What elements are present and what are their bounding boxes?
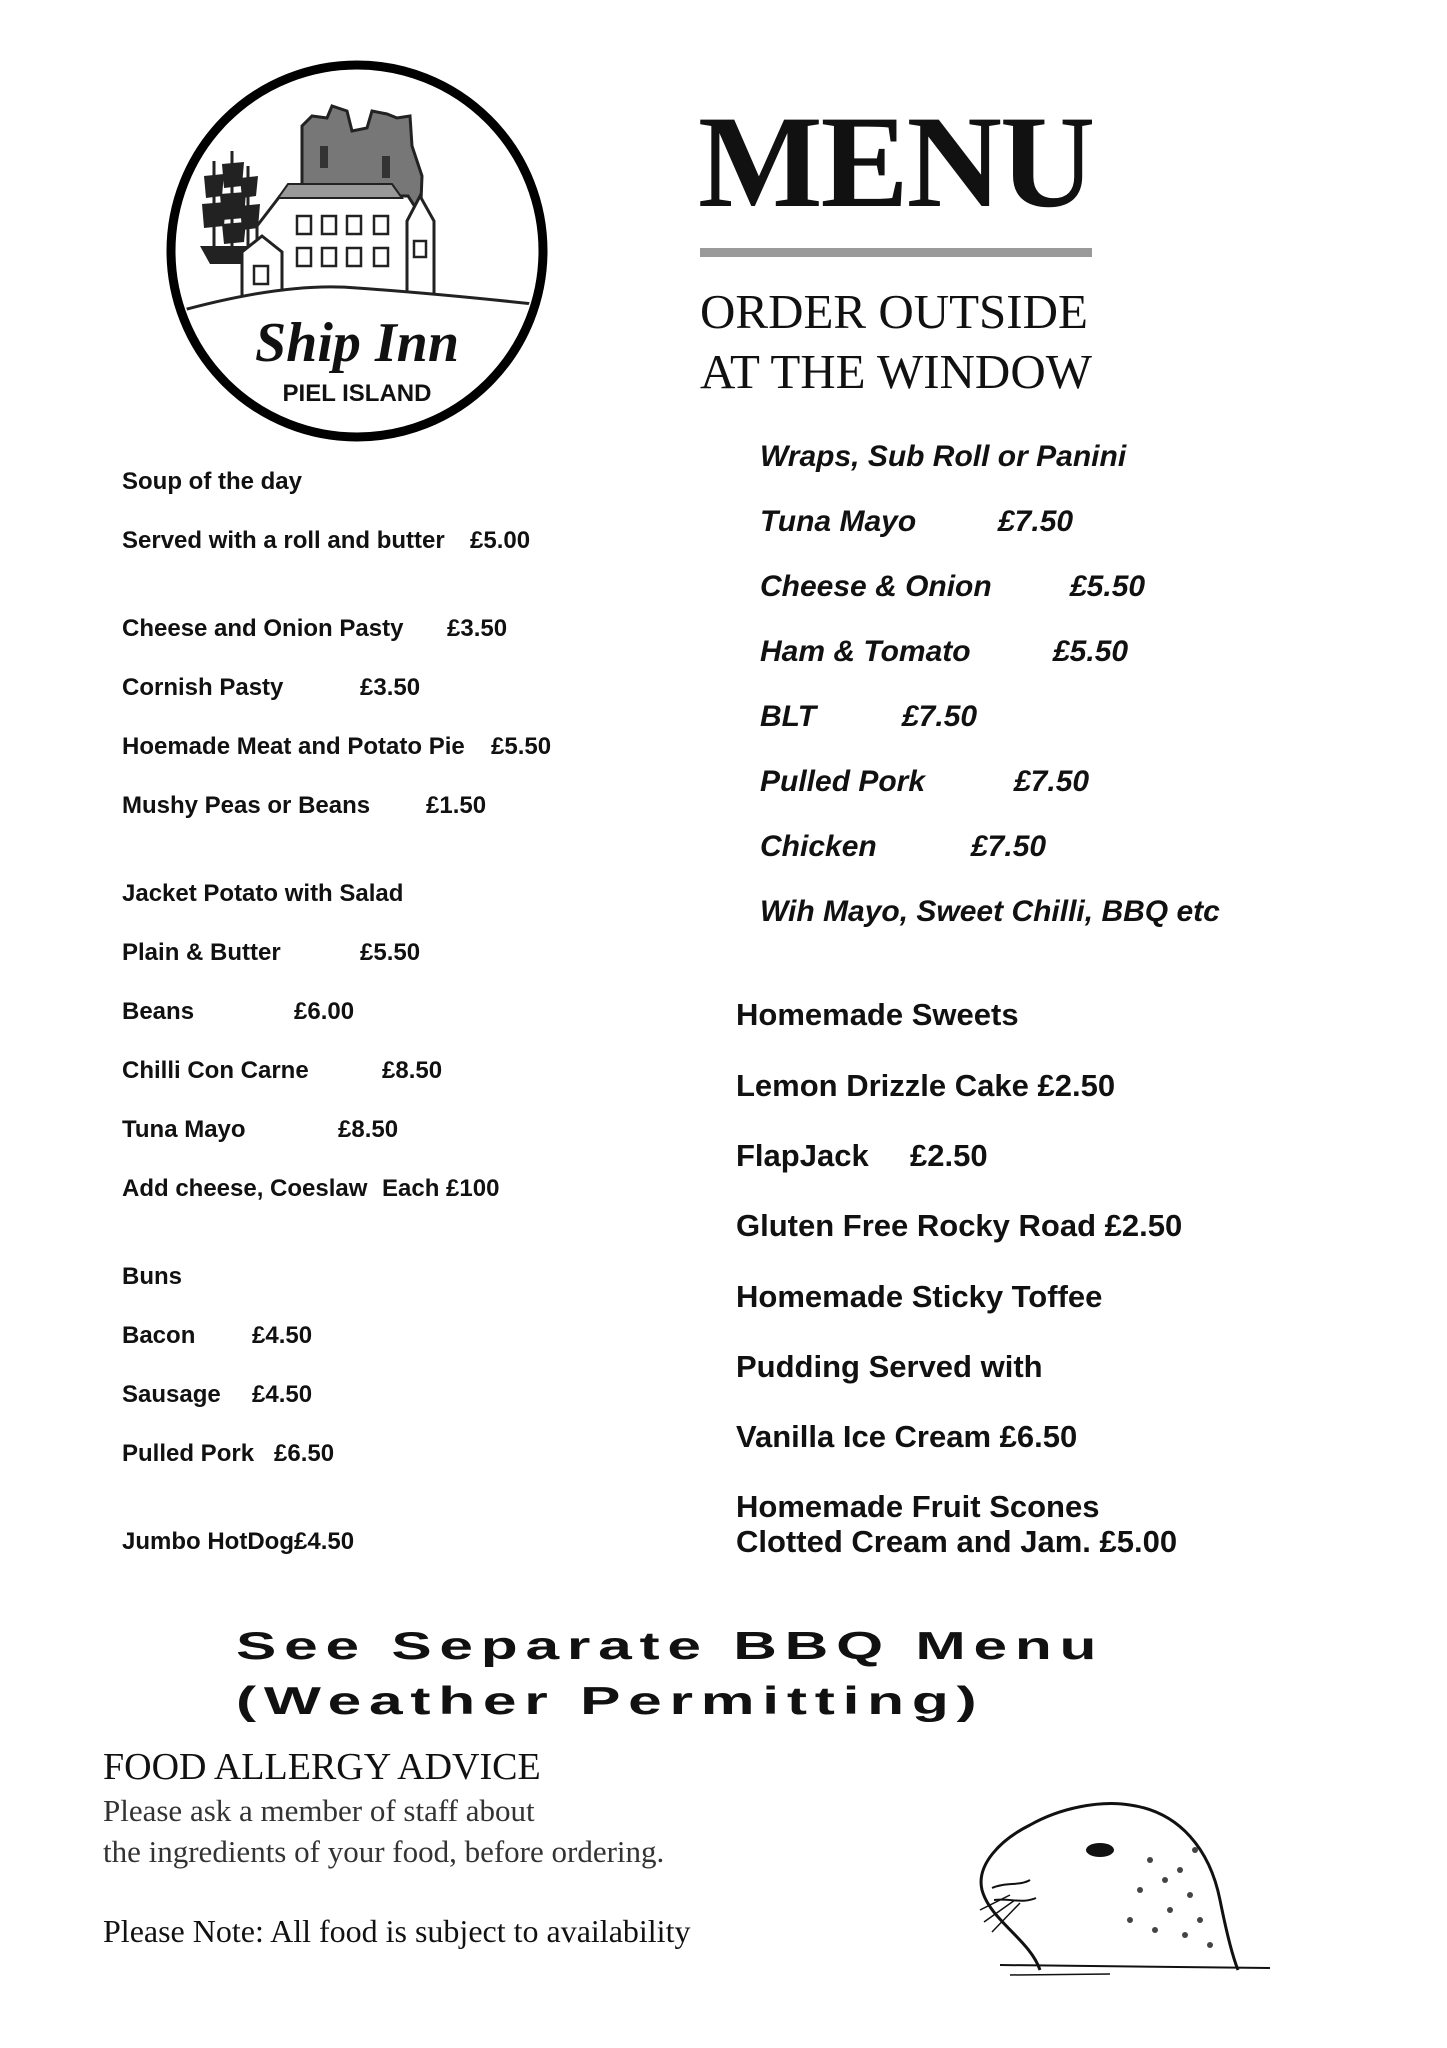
soup-heading: Soup of the day [122, 468, 302, 495]
item-price: £7.50 [902, 700, 978, 733]
seal-illustration-icon [970, 1770, 1280, 1980]
item-price: £4.50 [294, 1528, 355, 1555]
item-name: Cheese and Onion Pasty [122, 615, 404, 642]
sweets-heading: Homemade Sweets [736, 997, 1019, 1032]
item-name: Chilli Con Carne [122, 1057, 309, 1084]
menu-item-jumbo-hotdog [122, 1528, 355, 1555]
item-price: £6.00 [294, 998, 355, 1025]
sweet-item-scones-line1: Homemade Fruit Scones [736, 1489, 1100, 1524]
wraps-sauces-note: Wih Mayo, Sweet Chilli, BBQ etc [760, 895, 1220, 928]
ship-inn-logo-icon [162, 56, 552, 446]
jacket-heading: Jacket Potato with Salad [122, 880, 404, 907]
sweet-item-sticky-toffee-line1: Homemade Sticky Toffee [736, 1279, 1103, 1314]
menu-item-tuna-mayo [122, 1116, 399, 1143]
logo-subtitle: PIEL ISLAND [282, 380, 432, 407]
item-name: Beans [122, 998, 195, 1025]
item-price: £6.50 [274, 1440, 335, 1467]
item-name: Chicken [760, 830, 877, 863]
menu-title: MENU [698, 88, 1094, 235]
menu-item-meat-potato-pie [122, 733, 552, 760]
wrap-item-ham-tomato [760, 635, 1129, 668]
item-name: Plain & Butter [122, 939, 281, 966]
item-price: £7.50 [971, 830, 1047, 863]
item-name: Cornish Pasty [122, 674, 284, 701]
allergy-text-line2: the ingredients of your food, before ordering. [103, 1834, 665, 1869]
bbq-notice-line2: (Weather Permitting) [236, 1680, 985, 1723]
item-name: Served with a roll and butter [122, 527, 445, 554]
item-price: £5.50 [1070, 570, 1146, 603]
item-price: £3.50 [360, 674, 421, 701]
item-name: Jumbo HotDog [122, 1528, 294, 1555]
title-divider [700, 248, 1092, 257]
item-price: £8.50 [338, 1116, 399, 1143]
sweet-item-rocky-road: Gluten Free Rocky Road £2.50 [736, 1208, 1183, 1243]
bbq-notice-line1: See Separate BBQ Menu [236, 1625, 1105, 1668]
menu-item-cheese-onion-pasty [122, 615, 508, 642]
item-price: Each £100 [382, 1175, 500, 1202]
item-price: £5.00 [470, 527, 531, 554]
sweet-item-flapjack [736, 1138, 988, 1174]
wrap-item-tuna-mayo [760, 505, 1074, 538]
sweet-item-sticky-toffee-line3: Vanilla Ice Cream £6.50 [736, 1419, 1078, 1454]
item-name: Bacon [122, 1322, 196, 1349]
menu-item-add-cheese [122, 1175, 500, 1202]
item-name: Tuna Mayo [760, 505, 917, 538]
wrap-item-chicken [760, 830, 1047, 863]
allergy-title: FOOD ALLERGY ADVICE [103, 1746, 541, 1788]
item-price: £8.50 [382, 1057, 443, 1084]
sweet-item-scones-line2: Clotted Cream and Jam. £5.00 [736, 1524, 1178, 1559]
item-price: £1.50 [426, 792, 487, 819]
item-name: FlapJack [736, 1138, 869, 1173]
menu-item-plain-butter [122, 939, 421, 966]
menu-item-mushy-peas [122, 792, 487, 819]
item-price: £4.50 [252, 1322, 313, 1349]
wrap-item-cheese-onion [760, 570, 1146, 603]
menu-item-soup [122, 527, 531, 554]
item-name: BLT [760, 700, 817, 733]
availability-note: Please Note: All food is subject to availability [103, 1913, 691, 1949]
item-price: £2.50 [910, 1138, 988, 1173]
item-name: Pulled Pork [760, 765, 926, 798]
menu-item-bacon [122, 1322, 313, 1349]
item-price: £4.50 [252, 1381, 313, 1408]
sweet-item-sticky-toffee-line2: Pudding Served with [736, 1349, 1043, 1384]
item-name: Sausage [122, 1381, 221, 1408]
item-price: £5.50 [491, 733, 552, 760]
logo-name: Ship Inn [255, 312, 459, 374]
sweet-item-lemon-drizzle: Lemon Drizzle Cake £2.50 [736, 1068, 1116, 1103]
item-name: Tuna Mayo [122, 1116, 246, 1143]
item-price: £5.50 [360, 939, 421, 966]
menu-item-chilli [122, 1057, 443, 1084]
allergy-text-line1: Please ask a member of staff about [103, 1793, 535, 1828]
wrap-item-pulled-pork [760, 765, 1090, 798]
menu-item-beans [122, 998, 355, 1025]
wrap-item-blt [760, 700, 978, 733]
item-name: Cheese & Onion [760, 570, 992, 603]
order-instruction-line2: AT THE WINDOW [700, 344, 1092, 399]
item-name: Mushy Peas or Beans [122, 792, 371, 819]
menu-item-sausage [122, 1381, 313, 1408]
item-price: £7.50 [998, 505, 1074, 538]
item-price: £3.50 [447, 615, 508, 642]
order-instruction-line1: ORDER OUTSIDE [700, 284, 1088, 339]
menu-item-cornish-pasty [122, 674, 421, 701]
item-price: £7.50 [1014, 765, 1090, 798]
buns-heading: Buns [122, 1263, 182, 1290]
item-name: Add cheese, Coeslaw [122, 1175, 368, 1202]
menu-item-pulled-pork-bun [122, 1440, 335, 1467]
item-price: £5.50 [1053, 635, 1129, 668]
item-name: Pulled Pork [122, 1440, 255, 1467]
item-name: Ham & Tomato [760, 635, 971, 668]
wraps-heading: Wraps, Sub Roll or Panini [760, 440, 1127, 473]
item-name: Hoemade Meat and Potato Pie [122, 733, 465, 760]
